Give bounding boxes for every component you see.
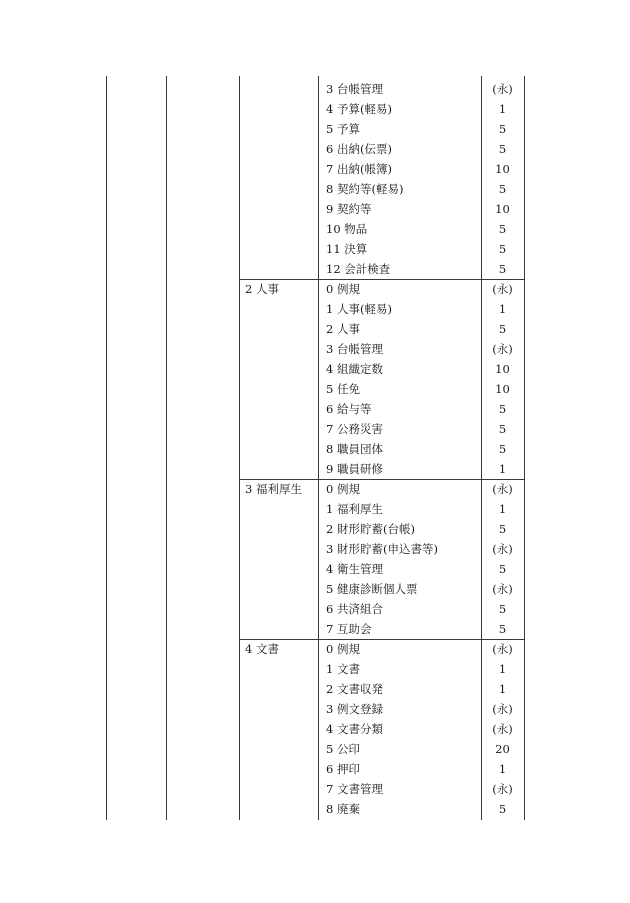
item-label: 1 人事(軽易) [326, 302, 392, 316]
retention-period: 20 [495, 742, 510, 756]
item-label: 4 予算(軽易) [326, 102, 392, 116]
item-label: 6 出納(伝票) [326, 142, 392, 156]
item-label: 9 職員研修 [326, 462, 383, 476]
item-label: 2 文書収発 [326, 682, 383, 696]
retention-period: (永) [492, 782, 513, 796]
column-border-1 [106, 76, 107, 820]
item-label: 4 衛生管理 [326, 562, 383, 576]
item-label: 3 財形貯蓄(申込書等) [326, 542, 438, 556]
item-label: 4 組織定数 [326, 362, 383, 376]
group-separator-jinji [239, 279, 525, 280]
retention-period: (永) [492, 342, 513, 356]
item-label: 3 例文登録 [326, 702, 383, 716]
item-label: 8 廃棄 [326, 802, 360, 816]
group-separator-fukuri [239, 479, 525, 480]
item-label: 0 例規 [326, 482, 360, 496]
retention-period: (永) [492, 542, 513, 556]
retention-period: 5 [498, 422, 507, 436]
item-label: 8 職員団体 [326, 442, 383, 456]
item-label: 6 押印 [326, 762, 360, 776]
column-border-6 [524, 76, 525, 820]
retention-period: 5 [498, 242, 507, 256]
item-label: 5 健康診断個人票 [326, 582, 418, 596]
retention-period: 1 [498, 302, 507, 316]
retention-period: 1 [498, 102, 507, 116]
item-label: 7 文書管理 [326, 782, 383, 796]
retention-period: (永) [492, 482, 513, 496]
item-label: 6 給与等 [326, 402, 372, 416]
item-label: 5 予算 [326, 122, 360, 136]
retention-period: 1 [498, 762, 507, 776]
retention-period: 5 [498, 222, 507, 236]
retention-period: 5 [498, 802, 507, 816]
retention-period: (永) [492, 642, 513, 656]
column-border-4 [318, 76, 319, 820]
item-label: 0 例規 [326, 642, 360, 656]
retention-period: 10 [495, 382, 510, 396]
item-label: 0 例規 [326, 282, 360, 296]
retention-period: (永) [492, 582, 513, 596]
retention-period: (永) [492, 282, 513, 296]
retention-period: (永) [492, 702, 513, 716]
column-border-2 [166, 76, 167, 820]
group-separator-bunsho [239, 639, 525, 640]
retention-period: 1 [498, 662, 507, 676]
retention-period: 1 [498, 462, 507, 476]
retention-period: 5 [498, 602, 507, 616]
item-label: 3 台帳管理 [326, 82, 383, 96]
item-label: 8 契約等(軽易) [326, 182, 404, 196]
retention-period: 5 [498, 322, 507, 336]
group-label-bunsho: 4 文書 [245, 642, 279, 656]
item-label: 4 文書分類 [326, 722, 383, 736]
group-label-jinji: 2 人事 [245, 282, 279, 296]
retention-period: (永) [492, 82, 513, 96]
retention-period: 1 [498, 682, 507, 696]
item-label: 3 台帳管理 [326, 342, 383, 356]
retention-period: 5 [498, 442, 507, 456]
item-label: 1 福利厚生 [326, 502, 383, 516]
retention-period: 10 [495, 162, 510, 176]
item-label: 7 出納(帳簿) [326, 162, 392, 176]
retention-period: 5 [498, 142, 507, 156]
item-label: 7 互助会 [326, 622, 372, 636]
item-label: 12 会計検査 [326, 262, 391, 276]
column-border-3 [239, 76, 240, 820]
retention-period: 5 [498, 402, 507, 416]
item-label: 11 決算 [326, 242, 368, 256]
retention-period: 10 [495, 362, 510, 376]
item-label: 5 任免 [326, 382, 360, 396]
retention-period: 5 [498, 262, 507, 276]
retention-period: 5 [498, 122, 507, 136]
retention-period: (永) [492, 722, 513, 736]
item-label: 5 公印 [326, 742, 360, 756]
item-label: 10 物品 [326, 222, 368, 236]
item-label: 1 文書 [326, 662, 360, 676]
retention-period: 5 [498, 182, 507, 196]
retention-period: 5 [498, 562, 507, 576]
retention-period: 10 [495, 202, 510, 216]
retention-period: 5 [498, 622, 507, 636]
item-label: 2 財形貯蓄(台帳) [326, 522, 415, 536]
retention-period: 1 [498, 502, 507, 516]
item-label: 7 公務災害 [326, 422, 383, 436]
item-label: 9 契約等 [326, 202, 372, 216]
item-label: 2 人事 [326, 322, 360, 336]
group-label-fukuri-kosei: 3 福利厚生 [245, 482, 302, 496]
retention-period: 5 [498, 522, 507, 536]
item-label: 6 共済組合 [326, 602, 383, 616]
